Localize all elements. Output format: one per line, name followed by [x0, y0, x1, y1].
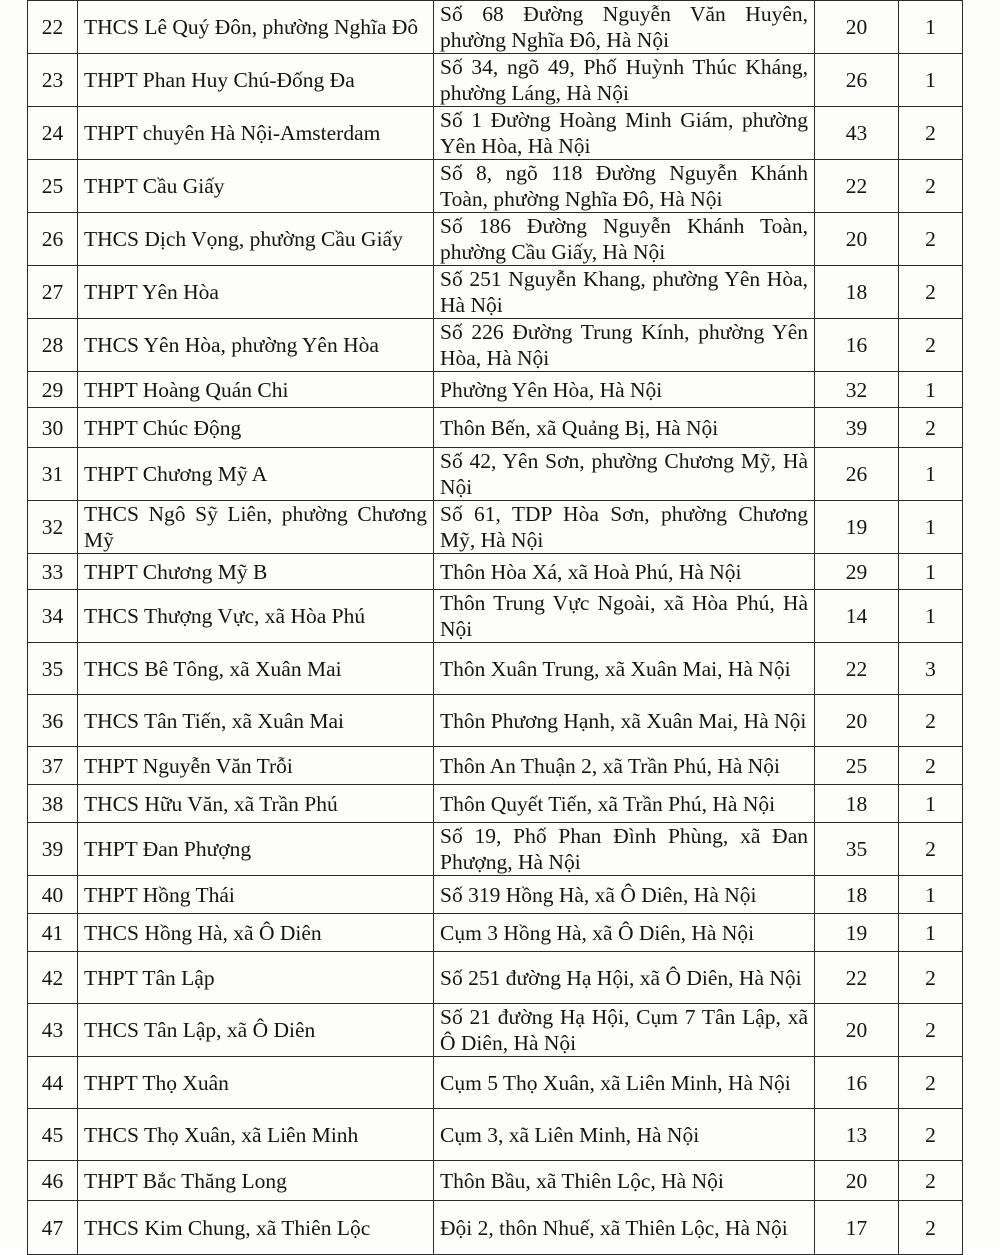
school-address: Thôn Trung Vực Ngoài, xã Hòa Phú, Hà Nội	[434, 590, 815, 643]
room-count: 19	[815, 914, 899, 952]
table-row	[28, 785, 963, 823]
site-count: 2	[899, 747, 963, 785]
table-row	[28, 1, 963, 54]
site-count: 2	[899, 160, 963, 213]
school-address: Số 34, ngõ 49, Phố Huỳnh Thúc Kháng, phường Láng, Hà Nội	[434, 54, 815, 107]
table-row	[28, 1109, 963, 1161]
table-row	[28, 914, 963, 952]
site-count: 2	[899, 107, 963, 160]
site-count: 2	[899, 1161, 963, 1201]
row-number: 23	[28, 54, 78, 107]
table-row	[28, 1004, 963, 1057]
school-address: Số 68 Đường Nguyễn Văn Huyên, phường Nghĩa Đô, Hà Nội	[434, 1, 815, 54]
row-number: 25	[28, 160, 78, 213]
table-row	[28, 501, 963, 554]
site-count: 2	[899, 408, 963, 448]
row-number: 22	[28, 1, 78, 54]
room-count: 22	[815, 160, 899, 213]
schools-table	[27, 0, 963, 1255]
school-address: Số 226 Đường Trung Kính, phường Yên Hòa, Hà Nội	[434, 319, 815, 372]
room-count: 20	[815, 1161, 899, 1201]
school-name: THPT Cầu Giấy	[78, 160, 434, 213]
room-count: 18	[815, 266, 899, 319]
room-count: 19	[815, 501, 899, 554]
table-row	[28, 448, 963, 501]
site-count: 1	[899, 554, 963, 590]
site-count: 2	[899, 319, 963, 372]
table-row	[28, 695, 963, 747]
room-count: 22	[815, 952, 899, 1004]
room-count: 20	[815, 1004, 899, 1057]
row-number: 39	[28, 823, 78, 876]
table-body	[28, 1, 963, 1255]
school-name: THCS Dịch Vọng, phường Cầu Giấy	[78, 213, 434, 266]
school-name: THCS Tân Lập, xã Ô Diên	[78, 1004, 434, 1057]
site-count: 1	[899, 876, 963, 914]
table-row	[28, 54, 963, 107]
table-row	[28, 160, 963, 213]
table-row	[28, 554, 963, 590]
school-address: Thôn Bến, xã Quảng Bị, Hà Nội	[434, 408, 815, 448]
row-number: 41	[28, 914, 78, 952]
school-name: THPT Yên Hòa	[78, 266, 434, 319]
room-count: 20	[815, 695, 899, 747]
school-name: THCS Lê Quý Đôn, phường Nghĩa Đô	[78, 1, 434, 54]
site-count: 2	[899, 266, 963, 319]
table-row	[28, 1057, 963, 1109]
site-count: 1	[899, 914, 963, 952]
school-address: Cụm 5 Thọ Xuân, xã Liên Minh, Hà Nội	[434, 1057, 815, 1109]
row-number: 35	[28, 643, 78, 695]
school-name: THPT Nguyễn Văn Trỗi	[78, 747, 434, 785]
table-row	[28, 372, 963, 408]
school-address: Số 319 Hồng Hà, xã Ô Diên, Hà Nội	[434, 876, 815, 914]
school-name: THPT Chương Mỹ B	[78, 554, 434, 590]
site-count: 3	[899, 643, 963, 695]
room-count: 32	[815, 372, 899, 408]
school-name: THPT chuyên Hà Nội-Amsterdam	[78, 107, 434, 160]
room-count: 18	[815, 785, 899, 823]
row-number: 27	[28, 266, 78, 319]
room-count: 13	[815, 1109, 899, 1161]
site-count: 2	[899, 1004, 963, 1057]
room-count: 26	[815, 448, 899, 501]
school-name: THCS Thượng Vực, xã Hòa Phú	[78, 590, 434, 643]
site-count: 1	[899, 501, 963, 554]
school-name: THPT Hồng Thái	[78, 876, 434, 914]
room-count: 29	[815, 554, 899, 590]
row-number: 34	[28, 590, 78, 643]
room-count: 25	[815, 747, 899, 785]
row-number: 45	[28, 1109, 78, 1161]
school-address: Số 8, ngõ 118 Đường Nguyễn Khánh Toàn, phường Nghĩa Đô, Hà Nội	[434, 160, 815, 213]
room-count: 17	[815, 1201, 899, 1255]
school-address: Phường Yên Hòa, Hà Nội	[434, 372, 815, 408]
school-address: Số 251 Nguyễn Khang, phường Yên Hòa, Hà Nội	[434, 266, 815, 319]
row-number: 30	[28, 408, 78, 448]
school-name: THCS Bê Tông, xã Xuân Mai	[78, 643, 434, 695]
school-name: THCS Thọ Xuân, xã Liên Minh	[78, 1109, 434, 1161]
row-number: 38	[28, 785, 78, 823]
table-row	[28, 952, 963, 1004]
school-address: Số 186 Đường Nguyễn Khánh Toàn, phường Cầu Giấy, Hà Nội	[434, 213, 815, 266]
row-number: 24	[28, 107, 78, 160]
row-number: 42	[28, 952, 78, 1004]
row-number: 31	[28, 448, 78, 501]
site-count: 1	[899, 54, 963, 107]
school-name: THCS Ngô Sỹ Liên, phường Chương Mỹ	[78, 501, 434, 554]
school-address: Cụm 3 Hồng Hà, xã Ô Diên, Hà Nội	[434, 914, 815, 952]
site-count: 2	[899, 213, 963, 266]
table-row	[28, 266, 963, 319]
school-name: THPT Tân Lập	[78, 952, 434, 1004]
site-count: 2	[899, 952, 963, 1004]
room-count: 35	[815, 823, 899, 876]
school-address: Số 21 đường Hạ Hội, Cụm 7 Tân Lập, xã Ô Diên, Hà Nội	[434, 1004, 815, 1057]
school-name: THPT Chúc Động	[78, 408, 434, 448]
site-count: 1	[899, 590, 963, 643]
school-name: THPT Hoàng Quán Chi	[78, 372, 434, 408]
room-count: 18	[815, 876, 899, 914]
row-number: 44	[28, 1057, 78, 1109]
row-number: 29	[28, 372, 78, 408]
table-row	[28, 1161, 963, 1201]
row-number: 37	[28, 747, 78, 785]
site-count: 2	[899, 695, 963, 747]
row-number: 36	[28, 695, 78, 747]
room-count: 16	[815, 1057, 899, 1109]
school-name: THCS Hồng Hà, xã Ô Diên	[78, 914, 434, 952]
site-count: 2	[899, 1057, 963, 1109]
school-address: Thôn Quyết Tiến, xã Trần Phú, Hà Nội	[434, 785, 815, 823]
row-number: 32	[28, 501, 78, 554]
school-address: Số 42, Yên Sơn, phường Chương Mỹ, Hà Nội	[434, 448, 815, 501]
row-number: 47	[28, 1201, 78, 1255]
school-address: Thôn Bầu, xã Thiên Lộc, Hà Nội	[434, 1161, 815, 1201]
site-count: 1	[899, 1, 963, 54]
row-number: 33	[28, 554, 78, 590]
row-number: 46	[28, 1161, 78, 1201]
table-row	[28, 408, 963, 448]
row-number: 26	[28, 213, 78, 266]
room-count: 14	[815, 590, 899, 643]
room-count: 20	[815, 213, 899, 266]
table-row	[28, 643, 963, 695]
table-row	[28, 1201, 963, 1255]
row-number: 40	[28, 876, 78, 914]
school-name: THPT Phan Huy Chú-Đống Đa	[78, 54, 434, 107]
site-count: 1	[899, 372, 963, 408]
school-address: Đội 2, thôn Nhuế, xã Thiên Lộc, Hà Nội	[434, 1201, 815, 1255]
site-count: 2	[899, 823, 963, 876]
row-number: 43	[28, 1004, 78, 1057]
table-row	[28, 876, 963, 914]
school-name: THCS Yên Hòa, phường Yên Hòa	[78, 319, 434, 372]
room-count: 39	[815, 408, 899, 448]
school-address: Thôn Phương Hạnh, xã Xuân Mai, Hà Nội	[434, 695, 815, 747]
school-address: Số 251 đường Hạ Hội, xã Ô Diên, Hà Nội	[434, 952, 815, 1004]
room-count: 26	[815, 54, 899, 107]
school-name: THPT Chương Mỹ A	[78, 448, 434, 501]
table-row	[28, 747, 963, 785]
table-row	[28, 213, 963, 266]
school-name: THPT Bắc Thăng Long	[78, 1161, 434, 1201]
room-count: 16	[815, 319, 899, 372]
site-count: 1	[899, 448, 963, 501]
school-address: Số 1 Đường Hoàng Minh Giám, phường Yên Hòa, Hà Nội	[434, 107, 815, 160]
school-address: Số 19, Phố Phan Đình Phùng, xã Đan Phượng, Hà Nội	[434, 823, 815, 876]
school-name: THCS Tân Tiến, xã Xuân Mai	[78, 695, 434, 747]
school-address: Số 61, TDP Hòa Sơn, phường Chương Mỹ, Hà Nội	[434, 501, 815, 554]
school-address: Thôn An Thuận 2, xã Trần Phú, Hà Nội	[434, 747, 815, 785]
school-name: THCS Hữu Văn, xã Trần Phú	[78, 785, 434, 823]
table-row	[28, 107, 963, 160]
table-row	[28, 590, 963, 643]
row-number: 28	[28, 319, 78, 372]
school-address: Thôn Xuân Trung, xã Xuân Mai, Hà Nội	[434, 643, 815, 695]
room-count: 20	[815, 1, 899, 54]
site-count: 2	[899, 1201, 963, 1255]
room-count: 43	[815, 107, 899, 160]
table-row	[28, 319, 963, 372]
school-address: Thôn Hòa Xá, xã Hoà Phú, Hà Nội	[434, 554, 815, 590]
school-name: THPT Thọ Xuân	[78, 1057, 434, 1109]
table-row	[28, 823, 963, 876]
site-count: 2	[899, 1109, 963, 1161]
school-name: THPT Đan Phượng	[78, 823, 434, 876]
site-count: 1	[899, 785, 963, 823]
room-count: 22	[815, 643, 899, 695]
school-name: THCS Kim Chung, xã Thiên Lộc	[78, 1201, 434, 1255]
school-address: Cụm 3, xã Liên Minh, Hà Nội	[434, 1109, 815, 1161]
